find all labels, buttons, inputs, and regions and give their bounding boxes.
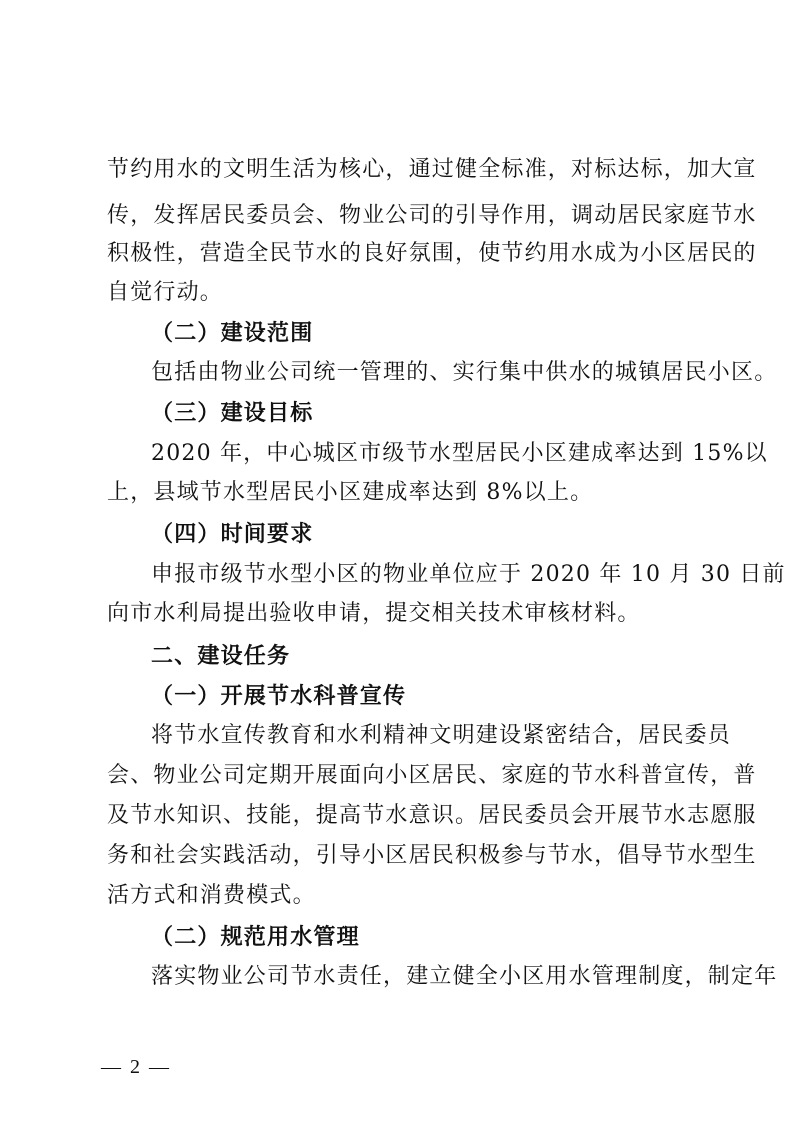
- body-text-line: 自觉行动。: [107, 280, 224, 305]
- body-text-line: 及节水知识、技能，提高节水意识。居民委员会开展节水志愿服: [107, 803, 757, 828]
- body-text-line: 积极性，营造全民节水的良好氛围，使节约用水成为小区居民的: [107, 241, 757, 266]
- body-text-line: 向市水利局提出验收申请，提交相关技术审核材料。: [107, 601, 641, 626]
- subheading-construction-scope: （二）建设范围: [151, 320, 314, 346]
- page-number: — 2 —: [101, 1056, 171, 1078]
- subheading-water-saving-promotion: （一）开展节水科普宣传: [151, 683, 407, 709]
- body-text-line: 2020 年，中心城区市级节水型居民小区建成率达到 15%以: [151, 441, 768, 466]
- body-text-line: 上，县域节水型居民小区建成率达到 8%以上。: [107, 480, 594, 505]
- body-text-line: 会、物业公司定期开展面向小区居民、家庭的节水科普宣传，普: [107, 763, 757, 788]
- subheading-construction-target: （三）建设目标: [151, 400, 314, 426]
- body-text-line: 务和社会实践活动，引导小区居民积极参与节水，倡导节水型生: [107, 843, 757, 868]
- body-text-line: 节约用水的文明生活为核心，通过健全标准，对标达标，加大宣: [107, 157, 757, 182]
- body-text-line: 落实物业公司节水责任，建立健全小区用水管理制度，制定年: [151, 964, 778, 989]
- subheading-time-requirement: （四）时间要求: [151, 521, 314, 547]
- section-heading-construction-tasks: 二、建设任务: [151, 643, 291, 669]
- body-text-line: 将节水宣传教育和水利精神文明建设紧密结合，居民委员: [151, 723, 732, 748]
- body-text-line: 活方式和消费模式。: [107, 883, 316, 908]
- body-text-line: 传，发挥居民委员会、物业公司的引导作用，调动居民家庭节水: [107, 203, 757, 228]
- body-text-line: 包括由物业公司统一管理的、实行集中供水的城镇居民小区。: [151, 360, 778, 385]
- subheading-water-use-management: （二）规范用水管理: [151, 924, 360, 950]
- body-text-line: 申报市级节水型小区的物业单位应于 2020 年 10 月 30 日前: [151, 562, 786, 587]
